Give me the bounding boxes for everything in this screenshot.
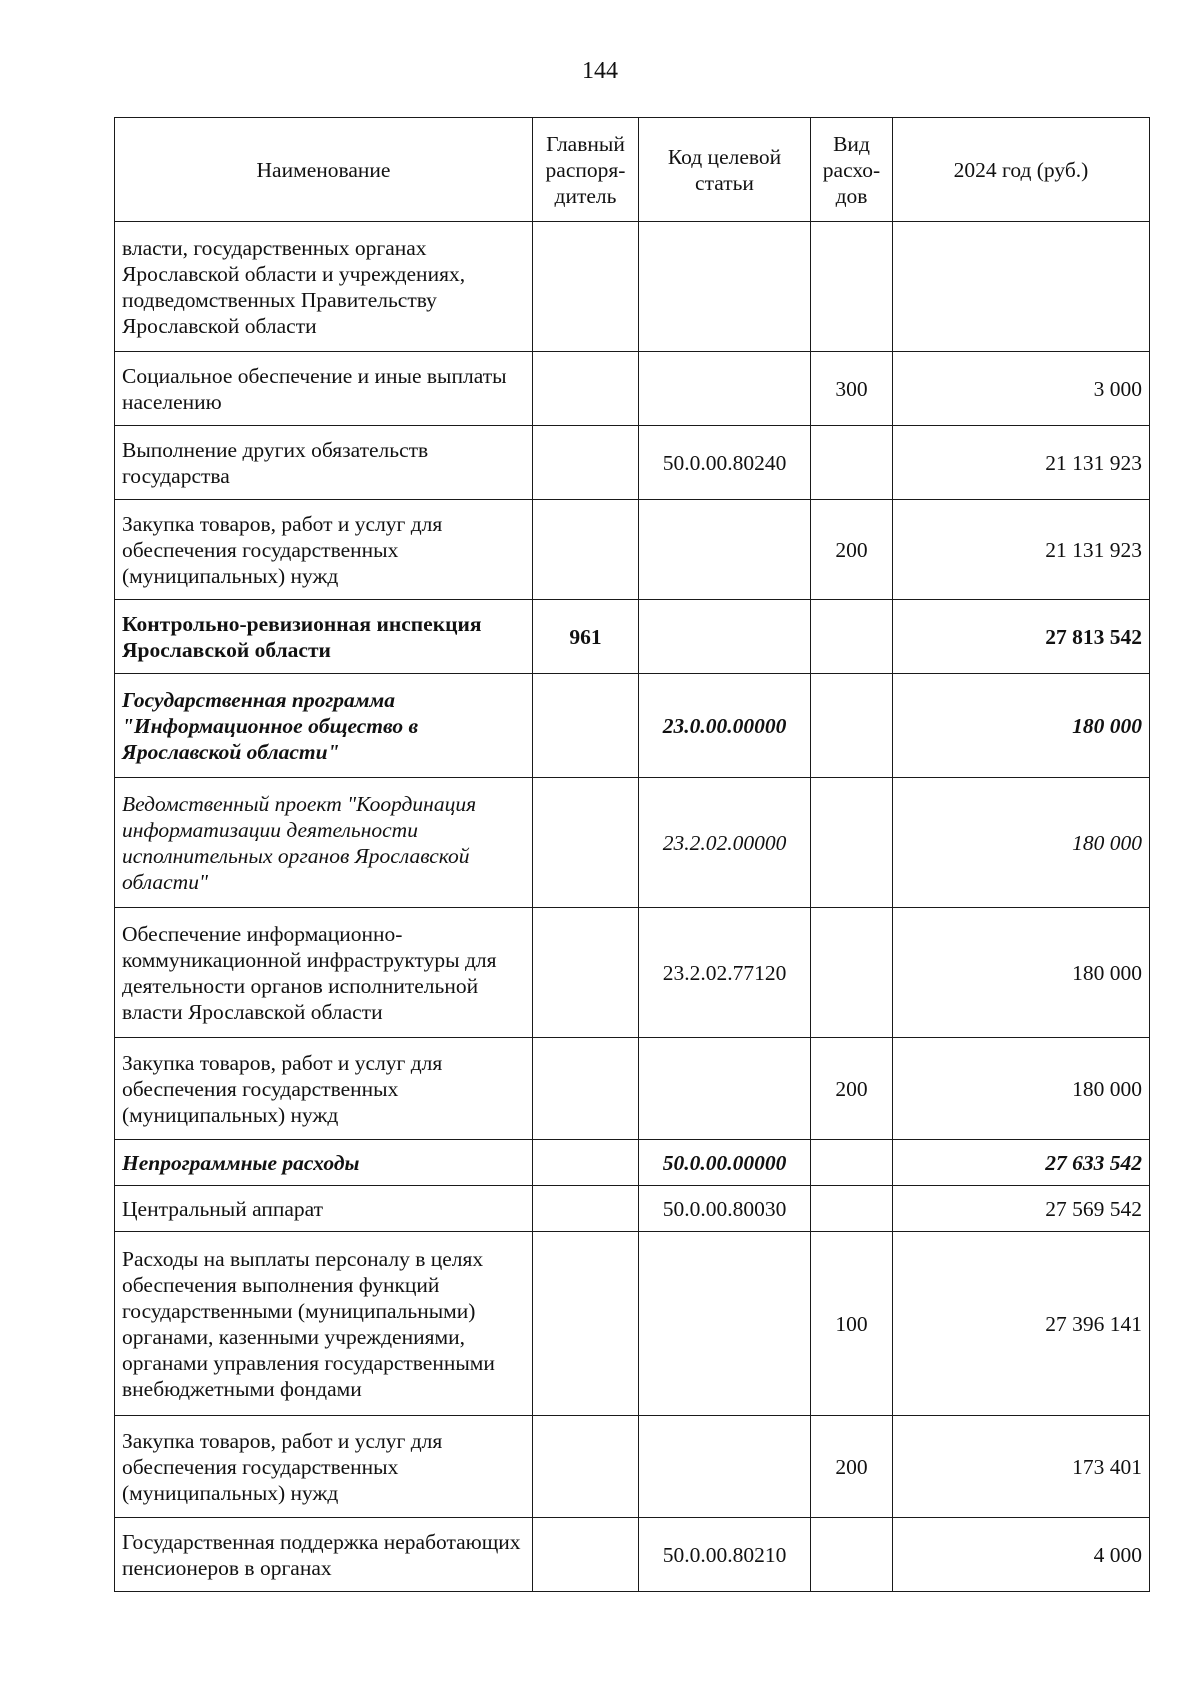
- cell-grbs: [533, 1038, 639, 1140]
- page-number: 144: [582, 58, 618, 84]
- cell-amount: 3 000: [893, 352, 1150, 426]
- cell-amount: 21 131 923: [893, 500, 1150, 600]
- cell-vid: [811, 778, 893, 908]
- table-row: [115, 426, 1150, 500]
- header-code: Код целевой статьи: [639, 118, 811, 222]
- table-row: [115, 1140, 1150, 1186]
- cell-code: [639, 1232, 811, 1416]
- cell-code: [639, 222, 811, 352]
- cell-grbs: 961: [533, 600, 639, 674]
- cell-grbs: [533, 426, 639, 500]
- cell-code: 23.0.00.00000: [639, 674, 811, 778]
- cell-vid: [811, 426, 893, 500]
- cell-grbs: [533, 352, 639, 426]
- cell-name: Государственная поддержка неработающих пенсионеров в органах: [115, 1518, 533, 1592]
- table-row: [115, 1186, 1150, 1232]
- cell-amount: 180 000: [893, 1038, 1150, 1140]
- cell-vid: 200: [811, 1416, 893, 1518]
- table-row: [115, 1518, 1150, 1592]
- cell-amount: 27 569 542: [893, 1186, 1150, 1232]
- cell-vid: 100: [811, 1232, 893, 1416]
- cell-grbs: [533, 1518, 639, 1592]
- cell-name: Выполнение других обязательств государства: [115, 426, 533, 500]
- cell-vid: 200: [811, 1038, 893, 1140]
- cell-amount: 4 000: [893, 1518, 1150, 1592]
- cell-grbs: [533, 1186, 639, 1232]
- cell-code: 23.2.02.00000: [639, 778, 811, 908]
- cell-amount: 180 000: [893, 778, 1150, 908]
- cell-code: [639, 1038, 811, 1140]
- cell-grbs: [533, 674, 639, 778]
- table-row: [115, 674, 1150, 778]
- header-vid: Вид расхо-дов: [811, 118, 893, 222]
- cell-code: 50.0.00.80240: [639, 426, 811, 500]
- cell-vid: [811, 600, 893, 674]
- cell-vid: 200: [811, 500, 893, 600]
- cell-name: Закупка товаров, работ и услуг для обеспечения государственных (муниципальных) нужд: [115, 500, 533, 600]
- table-header-row: [115, 118, 1150, 222]
- cell-vid: [811, 1518, 893, 1592]
- cell-amount: [893, 222, 1150, 352]
- table-row: [115, 908, 1150, 1038]
- cell-code: 50.0.00.80030: [639, 1186, 811, 1232]
- cell-amount: 27 633 542: [893, 1140, 1150, 1186]
- table-row: [115, 1416, 1150, 1518]
- cell-grbs: [533, 1416, 639, 1518]
- cell-name: власти, государственных органах Ярославской области и учреждениях, подведомственных Правительству Ярославской области: [115, 222, 533, 352]
- cell-code: 50.0.00.00000: [639, 1140, 811, 1186]
- cell-name: Расходы на выплаты персоналу в целях обеспечения выполнения функций государственными (муниципальными) органами, казенными учреждениями, органами управления государственными внебюджетными фондами: [115, 1232, 533, 1416]
- budget-table: [114, 117, 1150, 1592]
- cell-vid: [811, 908, 893, 1038]
- table-row: [115, 500, 1150, 600]
- cell-name: Обеспечение информационно-коммуникационной инфраструктуры для деятельности органов исполнительной власти Ярославской области: [115, 908, 533, 1038]
- cell-code: 50.0.00.80210: [639, 1518, 811, 1592]
- cell-amount: 21 131 923: [893, 426, 1150, 500]
- table-body: [115, 222, 1150, 1592]
- table-row: [115, 352, 1150, 426]
- cell-vid: [811, 1140, 893, 1186]
- cell-amount: 27 396 141: [893, 1232, 1150, 1416]
- cell-grbs: [533, 222, 639, 352]
- cell-amount: 180 000: [893, 908, 1150, 1038]
- header-name: Наименование: [115, 118, 533, 222]
- cell-vid: [811, 1186, 893, 1232]
- cell-code: 23.2.02.77120: [639, 908, 811, 1038]
- header-grbs: Главный распоря-дитель: [533, 118, 639, 222]
- cell-vid: 300: [811, 352, 893, 426]
- cell-name: Закупка товаров, работ и услуг для обеспечения государственных (муниципальных) нужд: [115, 1416, 533, 1518]
- table-row: [115, 222, 1150, 352]
- table-row: [115, 1038, 1150, 1140]
- cell-name: Контрольно-ревизионная инспекция Ярославской области: [115, 600, 533, 674]
- cell-name: Непрограммные расходы: [115, 1140, 533, 1186]
- cell-amount: 180 000: [893, 674, 1150, 778]
- table-row: [115, 778, 1150, 908]
- cell-code: [639, 1416, 811, 1518]
- cell-name: Ведомственный проект "Координация информатизации деятельности исполнительных органов Ярославской области": [115, 778, 533, 908]
- cell-name: Социальное обеспечение и иные выплаты населению: [115, 352, 533, 426]
- cell-name: Центральный аппарат: [115, 1186, 533, 1232]
- cell-code: [639, 500, 811, 600]
- cell-name: Государственная программа "Информационное общество в Ярославской области": [115, 674, 533, 778]
- table-row: [115, 600, 1150, 674]
- cell-grbs: [533, 778, 639, 908]
- cell-grbs: [533, 908, 639, 1038]
- cell-grbs: [533, 500, 639, 600]
- table-row: [115, 1232, 1150, 1416]
- cell-code: [639, 352, 811, 426]
- cell-grbs: [533, 1140, 639, 1186]
- header-amount: 2024 год (руб.): [893, 118, 1150, 222]
- cell-vid: [811, 222, 893, 352]
- cell-grbs: [533, 1232, 639, 1416]
- cell-amount: 173 401: [893, 1416, 1150, 1518]
- cell-code: [639, 600, 811, 674]
- cell-name: Закупка товаров, работ и услуг для обеспечения государственных (муниципальных) нужд: [115, 1038, 533, 1140]
- cell-amount: 27 813 542: [893, 600, 1150, 674]
- cell-vid: [811, 674, 893, 778]
